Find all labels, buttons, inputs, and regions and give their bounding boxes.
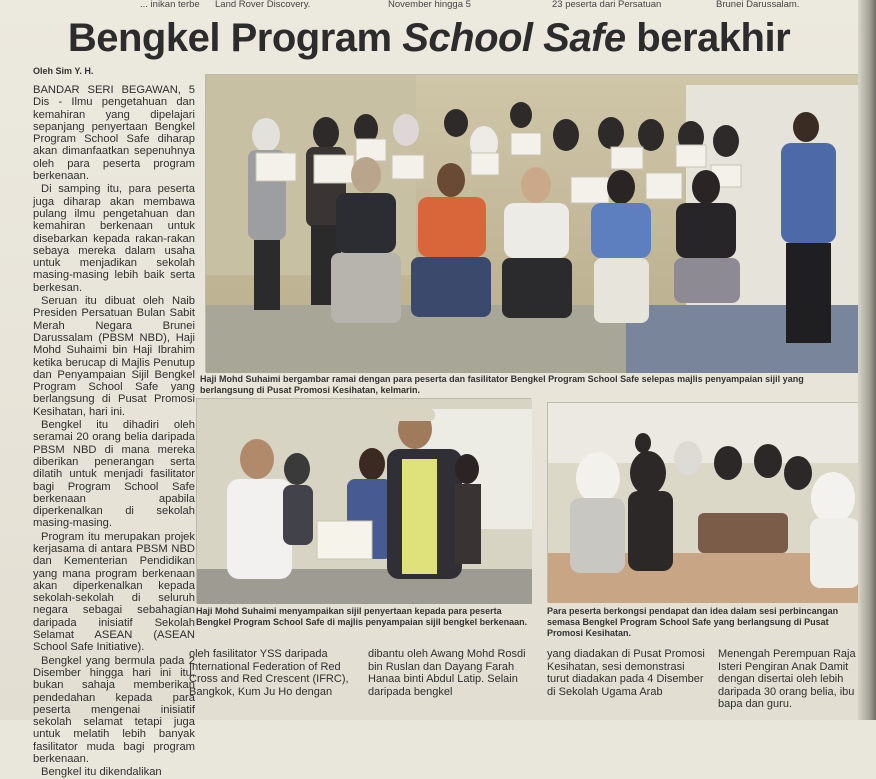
strip-text-5: Brunei Darussalam.	[716, 0, 800, 10]
right-photo-caption: Para peserta berkongsi pendapat dan idea dalam sesi perbincangan semasa Bengkel Program School Safe yang berlangsung di Pusat Promosi Kesihatan.	[547, 606, 839, 638]
certificate-photo	[196, 398, 531, 603]
paragraph-3: Seruan itu dibuat oleh Naib Presiden Persatuan Bulan Sabit Merah Negara Brunei Darussalam (PBSM NBD), Haji Mohd Suhaimi bin Haji Ibrahim ketika berucap di Majlis Penutup dan Penyampaian Sijil Bengkel Program School Safe yang berlangsung di Pusat Promosi Kesihatan, hari ini.	[33, 295, 195, 418]
paragraph-1: BANDAR SERI BEGAWAN, 5 Dis - Ilmu pengetahuan dan kemahiran yang dipelajari sepanjang penyertaan Bengkel Program School Safe diharap akan dimanfaatkan sepenuhnya oleh para peserta program berkenaan.	[33, 84, 195, 183]
headline-italic: School Safe	[402, 16, 626, 60]
headline-part2: berakhir	[636, 16, 791, 60]
left-photo-caption: Haji Mohd Suhaimi menyampaikan sijil penyertaan kepada para peserta Bengkel Program School Safe di majlis penyampaian sijil bengkel berkenaan.	[196, 606, 528, 627]
byline: Oleh Sim Y. H.	[33, 66, 94, 76]
paragraph-2: Di samping itu, para peserta juga diharap akan membawa pulang ilmu pengetahuan dan kemahiran berkenaan untuk disebarkan kepada rakan-rakan sebaya mereka dalam usaha untuk menjadikan sekolah masing-masing lebih baik serta berkesan.	[33, 183, 195, 294]
strip-text-4: 23 peserta dari Persatuan	[552, 0, 662, 10]
headline	[0, 16, 858, 61]
paragraph-5: Program itu merupakan projek kerjasama di antara PBSM NBD dan Kementerian Pendidikan yang mana program berkenaan akan diperkenalkan kepada sekolah-sekolah di seluruh negara sebagai sebahagian daripada inisiatif Sekolah Selamat ASEAN (ASEAN School Safe Initiative).	[33, 530, 195, 654]
previous-article-strip	[0, 0, 858, 16]
strip-text-3: November hingga 5	[388, 0, 471, 10]
headline-part1: Bengkel Program	[67, 16, 392, 60]
discussion-photo-image	[548, 403, 861, 603]
strip-text-2: Land Rover Discovery.	[215, 0, 311, 10]
strip-text-1: ... inikan terbe	[140, 0, 200, 10]
article-column-2: oleh fasilitator YSS daripada International Federation of Red Cross and Red Crescent (IFRC), Bangkok, Kum Ju Ho dengan	[189, 648, 349, 698]
main-photo-caption: Haji Mohd Suhaimi bergambar ramai dengan para peserta dan fasilitator Bengkel Program School Safe selepas majlis penyampaian sijil yang berlangsung di Pusat Promosi Kesihatan, kelmarin.	[200, 374, 804, 395]
paragraph-4: Bengkel itu dihadiri oleh seramai 20 orang belia daripada PBSM NBD di mana mereka diberikan penerangan serta dilatih untuk menjadi fasilitator bagi Program School Safe berkenaan apabila diperkenalkan di sekolah masing-masing.	[33, 419, 195, 530]
article-column-5: Menengah Perempuan Raja Isteri Pengiran Anak Damit dengan disertai oleh lebih daripada 30 orang belia, ibu bapa dan guru.	[718, 648, 856, 710]
article-column-3: dibantu oleh Awang Mohd Rosdi bin Ruslan dan Dayang Farah Hanaa binti Abdul Latip. Selain daripada bengkel	[368, 648, 526, 698]
paragraph-6: Bengkel yang bermula pada 2 Disember hingga hari ini itu, bukan sahaja memberikan pendedahan kepada para peserta mengenai inisiatif sekolah selamat tetapi juga untuk melatih lebih banyak fasilitator muda bagi program berkenaan.	[33, 654, 195, 766]
discussion-photo	[547, 402, 860, 602]
article-column-4: yang diadakan di Pusat Promosi Kesihatan, sesi demonstrasi turut diadakan pada 4 Disember di Sekolah Ugama Arab	[547, 648, 705, 698]
article-column-1	[33, 84, 195, 779]
group-photo-image	[206, 75, 861, 373]
group-photo	[205, 74, 860, 372]
certificate-photo-image	[197, 399, 532, 604]
page-fold-shadow	[858, 0, 876, 720]
paragraph-7: Bengkel itu dikendalikan	[41, 766, 162, 779]
